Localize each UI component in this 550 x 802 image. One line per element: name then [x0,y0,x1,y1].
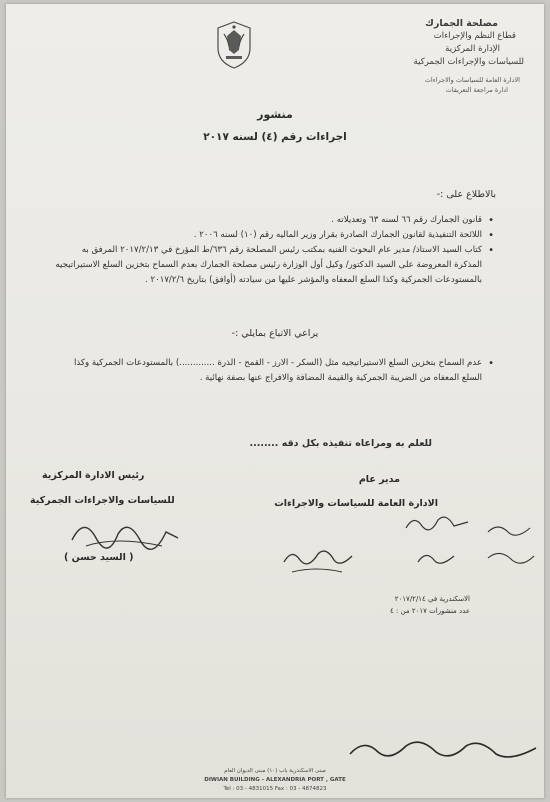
signature-right-title: مدير عام [358,474,400,485]
header-line: الإدارة المركزية [445,44,500,54]
list-item: • كتاب السيد الاستاذ/ مدير عام البحوث الفنيه بمكتب رئيس المصلحة رقم ٦٣٦/ط المؤرخ في ٢٠١٧/٢/١٣ المرفق به المذكرة المعروضة على السيد الدكتور/ وكيل أول الوزارة رئيس مصلحة الجمارك بعدم السماح بتخزين السلع الاستيراتيجيه بالمستودعات الجمركية وكذا السلع المعفاه والمؤشر عليها من سيادته (أوافق) بتاريخ ٢٠١٧/٢/٦ . [52,243,494,288]
header-line: للسياسات والإجراءات الجمركية [413,57,524,67]
handwritten-signature [414,546,458,574]
header-subline: ادارة مراجعة التعريفات [445,86,508,94]
document-page [6,4,544,798]
header-line: مصلحة الجمارك [425,18,498,29]
references-list [52,213,494,288]
signature-left-name: ( السيد حسن ) [64,552,134,563]
signature-left-subtitle: للسياسات والاجراءات الجمركية [30,495,175,506]
footer-address-en: DIWIAN BUILDING - ALEXANDRIA PORT , GATE [204,777,346,783]
handwritten-signature [482,518,538,574]
eagle-emblem-icon [212,20,256,70]
header-subline: الادارة العامة للسياسات والاجراءات [424,76,520,84]
closing-text: للعلم به ومراعاه تنفيذه بكل دقه ........ [249,438,432,449]
date-line: الاسكندرية في ٢٠١٧/٢/١٤ [394,595,470,603]
signature-left-title: رئيس الادارة المركزية [42,470,145,481]
handwritten-signature [402,508,472,542]
header-line: قطاع النظم والإجراءات [433,31,516,41]
signature-right-subtitle: الادارة العامة للسياسات والاجراءات [274,498,438,509]
handwritten-signature [344,734,544,764]
list-item: • عدم السماح بتخزين السلع الاستيراتيجيه مثل (السكر - الارز - القمح - الذرة .............) بالمستودعات الجمركية وكذا السلع المعفاه من الضريبة الجمركية والقيمة المضافة والافراج عنها بصفة نهائية . [52,356,494,386]
footer-contact: Tel : 03 - 4831015 Fax : 03 - 4874823 [223,786,327,792]
list-item: • اللائحة التنفيذية لقانون الجمارك الصادرة بقرار وزير الماليه رقم (١٠) لسنه ٢٠٠٦ . [52,228,494,243]
circular-count-line: عدد منشورات ٢٠١٧ من : ٤ [390,607,470,615]
handwritten-signature [66,510,186,554]
intro-text: بالاطلاع على :- [436,189,496,200]
section-heading: يراعي الاتباع بمايلي :- [231,328,319,339]
document-title: منشور [257,108,293,121]
list-item: • قانون الجمارك رقم ٦٦ لسنه ٦٣ وتعديلاته . [52,213,494,228]
instruction-block [52,356,494,386]
footer-address-ar: مبنى الاسكندرية باب (١٠) مبنى الديوان العام [224,768,326,774]
document-subtitle: اجراءات رقم (٤) لسنه ٢٠١٧ [203,131,347,143]
handwritten-signature [278,540,358,580]
